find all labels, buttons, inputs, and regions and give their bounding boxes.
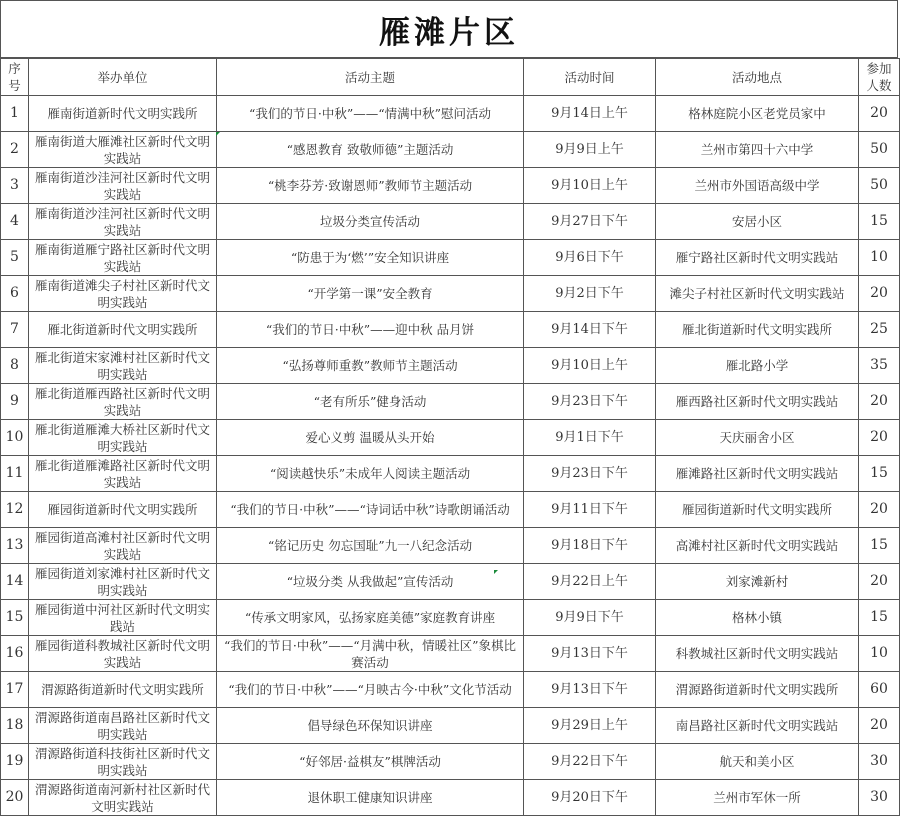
header-location: 活动地点	[656, 59, 859, 96]
cell-organizer: 雁南街道沙洼河社区新时代文明实践站	[29, 204, 217, 240]
cell-theme: “铭记历史 勿忘国耻”九一八纪念活动	[217, 528, 524, 564]
cell-theme: “垃圾分类 从我做起”宣传活动	[217, 564, 524, 600]
cell-index: 17	[1, 672, 29, 708]
cell-organizer: 雁园街道新时代文明实践所	[29, 492, 217, 528]
cell-time: 9月14日上午	[524, 96, 656, 132]
cell-count: 15	[859, 600, 900, 636]
table-row	[1, 420, 900, 456]
cell-time: 9月13日下午	[524, 636, 656, 672]
cell-count: 15	[859, 528, 900, 564]
cell-count: 35	[859, 348, 900, 384]
table-row	[1, 312, 900, 348]
table-row	[1, 276, 900, 312]
cell-time: 9月22日下午	[524, 744, 656, 780]
table-row	[1, 240, 900, 276]
table-row	[1, 564, 900, 600]
cell-location: 雁园街道新时代文明实践所	[656, 492, 859, 528]
cell-index: 6	[1, 276, 29, 312]
cell-count: 20	[859, 564, 900, 600]
cell-time: 9月29日上午	[524, 708, 656, 744]
table-row	[1, 780, 900, 816]
cell-count: 20	[859, 708, 900, 744]
cell-marker	[494, 570, 498, 574]
cell-count: 15	[859, 456, 900, 492]
sheet-title: 雁滩片区	[0, 0, 898, 58]
table-row	[1, 744, 900, 780]
cell-theme: “我们的节日·中秋”——“情满中秋”慰问活动	[217, 96, 524, 132]
cell-time: 9月11日下午	[524, 492, 656, 528]
cell-index: 16	[1, 636, 29, 672]
cell-count: 50	[859, 132, 900, 168]
table-row	[1, 168, 900, 204]
cell-index: 4	[1, 204, 29, 240]
cell-location: 安居小区	[656, 204, 859, 240]
cell-organizer: 雁南街道大雁滩社区新时代文明实践站	[29, 132, 217, 168]
table-row	[1, 204, 900, 240]
cell-theme: “开学第一课”安全教育	[217, 276, 524, 312]
cell-index: 15	[1, 600, 29, 636]
cell-organizer: 雁北街道宋家滩村社区新时代文明实践站	[29, 348, 217, 384]
cell-time: 9月23日下午	[524, 456, 656, 492]
cell-index: 11	[1, 456, 29, 492]
cell-theme: “传承文明家风，弘扬家庭美德”家庭教育讲座	[217, 600, 524, 636]
cell-theme: 退休职工健康知识讲座	[217, 780, 524, 816]
cell-time: 9月27日下午	[524, 204, 656, 240]
cell-index: 5	[1, 240, 29, 276]
cell-location: 刘家滩新村	[656, 564, 859, 600]
table-row	[1, 456, 900, 492]
table-body	[1, 96, 900, 816]
cell-index: 9	[1, 384, 29, 420]
cell-organizer: 雁南街道滩尖子村社区新时代文明实践站	[29, 276, 217, 312]
cell-index: 1	[1, 96, 29, 132]
cell-count: 10	[859, 240, 900, 276]
cell-count: 20	[859, 276, 900, 312]
cell-location: 格林庭院小区老党员家中	[656, 96, 859, 132]
table-row	[1, 636, 900, 672]
cell-theme: “我们的节日·中秋”——“月映古今·中秋”文化节活动	[217, 672, 524, 708]
cell-location: 格林小镇	[656, 600, 859, 636]
cell-location: 航天和美小区	[656, 744, 859, 780]
cell-organizer: 渭源路街道新时代文明实践所	[29, 672, 217, 708]
cell-count: 10	[859, 636, 900, 672]
cell-theme: “阅读越快乐”未成年人阅读主题活动	[217, 456, 524, 492]
cell-index: 13	[1, 528, 29, 564]
header-index: 序号	[1, 59, 29, 96]
cell-location: 雁宁路社区新时代文明实践站	[656, 240, 859, 276]
table-row	[1, 492, 900, 528]
cell-organizer: 雁园街道中河社区新时代文明实践站	[29, 600, 217, 636]
cell-index: 2	[1, 132, 29, 168]
cell-theme: “防患于为‘燃’”安全知识讲座	[217, 240, 524, 276]
cell-count: 20	[859, 384, 900, 420]
cell-count: 20	[859, 492, 900, 528]
cell-time: 9月20日下午	[524, 780, 656, 816]
header-count: 参加人数	[859, 59, 900, 96]
cell-theme: 倡导绿色环保知识讲座	[217, 708, 524, 744]
cell-location: 雁滩路社区新时代文明实践站	[656, 456, 859, 492]
activity-table	[0, 58, 900, 816]
cell-time: 9月23日下午	[524, 384, 656, 420]
cell-theme: “老有所乐”健身活动	[217, 384, 524, 420]
cell-time: 9月9日上午	[524, 132, 656, 168]
cell-marker	[216, 132, 220, 136]
cell-count: 30	[859, 744, 900, 780]
cell-location: 南昌路社区新时代文明实践站	[656, 708, 859, 744]
cell-location: 兰州市军休一所	[656, 780, 859, 816]
header-theme: 活动主题	[217, 59, 524, 96]
cell-organizer: 雁园街道高滩村社区新时代文明实践站	[29, 528, 217, 564]
cell-location: 雁北路小学	[656, 348, 859, 384]
cell-index: 8	[1, 348, 29, 384]
cell-organizer: 雁南街道雁宁路社区新时代文明实践站	[29, 240, 217, 276]
cell-index: 18	[1, 708, 29, 744]
cell-organizer: 渭源路街道科技街社区新时代文明实践站	[29, 744, 217, 780]
table-row	[1, 708, 900, 744]
cell-theme: “我们的节日·中秋”——“月满中秋，情暖社区”象棋比赛活动	[217, 636, 524, 672]
cell-count: 20	[859, 96, 900, 132]
cell-count: 25	[859, 312, 900, 348]
cell-organizer: 渭源路街道南昌路社区新时代文明实践站	[29, 708, 217, 744]
table-row	[1, 132, 900, 168]
cell-theme: “我们的节日·中秋”——“诗词话中秋”诗歌朗诵活动	[217, 492, 524, 528]
cell-count: 15	[859, 204, 900, 240]
cell-time: 9月2日下午	[524, 276, 656, 312]
table-row	[1, 528, 900, 564]
cell-time: 9月13日下午	[524, 672, 656, 708]
cell-location: 雁西路社区新时代文明实践站	[656, 384, 859, 420]
cell-theme: “弘扬尊师重教”教师节主题活动	[217, 348, 524, 384]
cell-organizer: 雁南街道沙洼河社区新时代文明实践站	[29, 168, 217, 204]
cell-location: 雁北街道新时代文明实践所	[656, 312, 859, 348]
cell-location: 科教城社区新时代文明实践站	[656, 636, 859, 672]
cell-count: 50	[859, 168, 900, 204]
cell-organizer: 雁园街道刘家滩村社区新时代文明实践站	[29, 564, 217, 600]
cell-time: 9月6日下午	[524, 240, 656, 276]
header-time: 活动时间	[524, 59, 656, 96]
cell-organizer: 雁北街道雁西路社区新时代文明实践站	[29, 384, 217, 420]
cell-theme: “感恩教育 致敬师德”主题活动	[217, 132, 524, 168]
cell-time: 9月9日下午	[524, 600, 656, 636]
cell-location: 兰州市第四十六中学	[656, 132, 859, 168]
table-row	[1, 672, 900, 708]
cell-theme: “我们的节日·中秋”——迎中秋 品月饼	[217, 312, 524, 348]
cell-index: 20	[1, 780, 29, 816]
cell-organizer: 雁北街道雁滩大桥社区新时代文明实践站	[29, 420, 217, 456]
cell-index: 7	[1, 312, 29, 348]
cell-time: 9月22日上午	[524, 564, 656, 600]
cell-index: 14	[1, 564, 29, 600]
cell-theme: 垃圾分类宣传活动	[217, 204, 524, 240]
cell-theme: “好邻居·益棋友”棋牌活动	[217, 744, 524, 780]
table-header-row	[1, 59, 900, 96]
cell-location: 高滩村社区新时代文明实践站	[656, 528, 859, 564]
cell-count: 60	[859, 672, 900, 708]
cell-organizer: 雁北街道新时代文明实践所	[29, 312, 217, 348]
table-row	[1, 96, 900, 132]
cell-count: 20	[859, 420, 900, 456]
cell-count: 30	[859, 780, 900, 816]
cell-theme: 爱心义剪 温暖从头开始	[217, 420, 524, 456]
cell-time: 9月1日下午	[524, 420, 656, 456]
cell-index: 12	[1, 492, 29, 528]
cell-index: 19	[1, 744, 29, 780]
cell-organizer: 雁南街道新时代文明实践所	[29, 96, 217, 132]
cell-time: 9月14日下午	[524, 312, 656, 348]
table-row	[1, 384, 900, 420]
cell-index: 10	[1, 420, 29, 456]
cell-theme: “桃李芬芳·致谢恩师”教师节主题活动	[217, 168, 524, 204]
table-row	[1, 348, 900, 384]
cell-time: 9月10日上午	[524, 348, 656, 384]
cell-location: 兰州市外国语高级中学	[656, 168, 859, 204]
header-organizer: 举办单位	[29, 59, 217, 96]
cell-index: 3	[1, 168, 29, 204]
cell-location: 天庆丽舍小区	[656, 420, 859, 456]
cell-organizer: 渭源路街道南河新村社区新时代文明实践站	[29, 780, 217, 816]
cell-time: 9月10日上午	[524, 168, 656, 204]
cell-location: 滩尖子村社区新时代文明实践站	[656, 276, 859, 312]
cell-location: 渭源路街道新时代文明实践所	[656, 672, 859, 708]
cell-organizer: 雁园街道科教城社区新时代文明实践站	[29, 636, 217, 672]
table-row	[1, 600, 900, 636]
cell-time: 9月18日下午	[524, 528, 656, 564]
cell-organizer: 雁北街道雁滩路社区新时代文明实践站	[29, 456, 217, 492]
